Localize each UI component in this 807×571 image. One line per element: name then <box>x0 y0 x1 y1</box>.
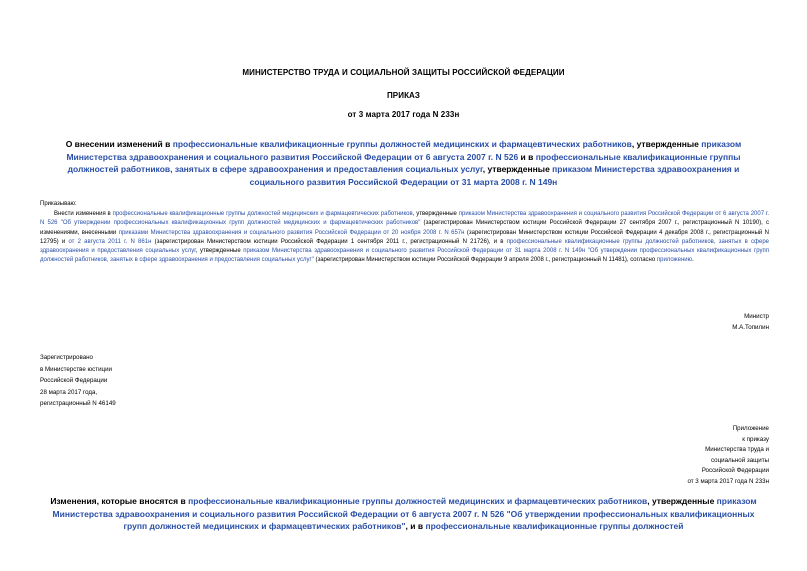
appendix-title-text: Изменения, которые вносятся в <box>50 496 189 506</box>
appendix-title-link-pkg-medical[interactable]: профессиональные квалификационные группы должностей медицинских и фармацевтических работников <box>188 496 648 506</box>
signature-position: Министр <box>744 313 769 320</box>
appendix-title-link-pkg-social[interactable]: профессиональные квалификационные группы должностей <box>425 521 684 531</box>
title-link-order-149n[interactable]: приказом Министерства здравоохранения и социального развития Российской Федерации от 31 марта 2008 г. N 149н <box>249 164 740 187</box>
appendix-title-link-order-526[interactable]: приказом Министерства здравоохранения и социального развития Российской Федерации от 6 августа 2007 г. N 526 "Об утверждении профессиональных квалификационных групп должностей медицинских и фармацевтических работников" <box>52 496 757 531</box>
appendix-line: Министерства труда и <box>705 446 769 454</box>
body-text: , утвержденные <box>412 211 459 218</box>
body-text: (зарегистрирован Министерством юстиции Российской Федерации 27 сентября 2007 г., регистрационный N 10190), с изменениями, внесенными <box>40 220 770 236</box>
body-link-order-149n[interactable]: приказом Министерства здравоохранения и социального развития Российской Федерации от 31 марта 2008 г. N 149н "Об утверждении профессиональных квалификационных групп должностей работников, занятых в сфере здравоохранения и предоставления социальных услуг" <box>40 248 770 264</box>
registration-block <box>40 352 116 410</box>
body-link-order-861n[interactable]: от 2 августа 2011 г. N 861н <box>68 238 152 245</box>
title-text: О внесении изменений в <box>65 139 173 149</box>
doc-date-number: от 3 марта 2017 года N 233н <box>347 110 460 119</box>
body-text: Внести изменения в <box>54 211 113 218</box>
signature-name: М.А.Топилин <box>732 324 769 332</box>
appendix-line: от 3 марта 2017 года N 233н <box>687 477 769 485</box>
appendix-title-text: , и в <box>405 521 426 531</box>
title-link-order-526[interactable]: приказом Министерства здравоохранения и социального развития Российской Федерации от 6 августа 2007 г. N 526 <box>66 139 742 162</box>
order-paragraph <box>40 210 769 265</box>
body-text: (зарегистрирован Министерством юстиции Российской Федерации 1 сентября 2011 г., регистрационный N 21726), и в <box>151 238 507 245</box>
registration-line: регистрационный N 46149 <box>40 400 116 408</box>
title-text: , утвержденные <box>482 164 553 174</box>
title-link-pkg-medical[interactable]: профессиональные квалификационные группы должностей медицинских и фармацевтических работников <box>172 139 632 149</box>
body-text: , утвержденные <box>195 248 244 255</box>
order-body <box>40 200 769 265</box>
body-link-pkg-social[interactable]: профессиональные квалификационные группы должностей работников, занятых в сфере здравоохранения и предоставления социальных услуг <box>40 238 770 255</box>
prikazyvayu-label: Приказываю: <box>40 201 77 207</box>
registration-line: Зарегистрировано <box>40 354 93 361</box>
signature-block <box>732 311 769 333</box>
title-link-pkg-social[interactable]: профессиональные квалификационные группы должностей работников, занятых в сфере здравоохранения и предоставления социальных услуг <box>67 151 741 174</box>
appendix-title-text: , утвержденные <box>647 496 717 506</box>
title-text: , утвержденные <box>631 139 702 149</box>
body-link-order-526[interactable]: приказом Министерства здравоохранения и социального развития Российской Федерации от 6 августа 2007 г. N 526 "Об утверждении профессиональных квалификационных групп должностей медицинских и фармацевтических работников" <box>40 211 770 227</box>
body-text: . <box>692 257 694 264</box>
registration-line: в Министерстве юстиции <box>40 365 113 373</box>
appendix-block <box>687 424 769 488</box>
body-link-appendix[interactable]: приложению <box>656 257 693 264</box>
body-link-order-657n[interactable]: приказами Министерства здравоохранения и социального развития Российской Федерации от 20 ноября 2008 г. N 657н <box>118 229 465 236</box>
registration-line: Российской Федерации <box>40 377 108 385</box>
appendix-line: Российской Федерации <box>701 467 769 475</box>
doc-type-heading: ПРИКАЗ <box>386 91 421 100</box>
appendix-line: к приказу <box>742 435 769 443</box>
registration-line: 28 марта 2017 года, <box>40 388 98 396</box>
document-title <box>48 138 759 188</box>
body-link-pkg-medical[interactable]: профессиональные квалификационные группы должностей медицинских и фармацевтических работников <box>112 211 413 218</box>
body-text: (зарегистрирован Министерством юстиции Российской Федерации 9 апреля 2008 г., регистрационный N 11481), согласно <box>313 257 657 264</box>
ministry-heading: МИНИСТЕРСТВО ТРУДА И СОЦИАЛЬНОЙ ЗАЩИТЫ РОССИЙСКОЙ ФЕДЕРАЦИИ <box>242 68 565 77</box>
appendix-title <box>48 495 759 533</box>
title-text: и в <box>518 151 536 162</box>
body-text: (зарегистрирован Министерством юстиции Российской Федерации 4 декабря 2008 г., регистрационный N 12795) и <box>40 229 769 245</box>
appendix-line: Приложение <box>732 425 769 432</box>
appendix-line: социальной защиты <box>710 456 769 464</box>
